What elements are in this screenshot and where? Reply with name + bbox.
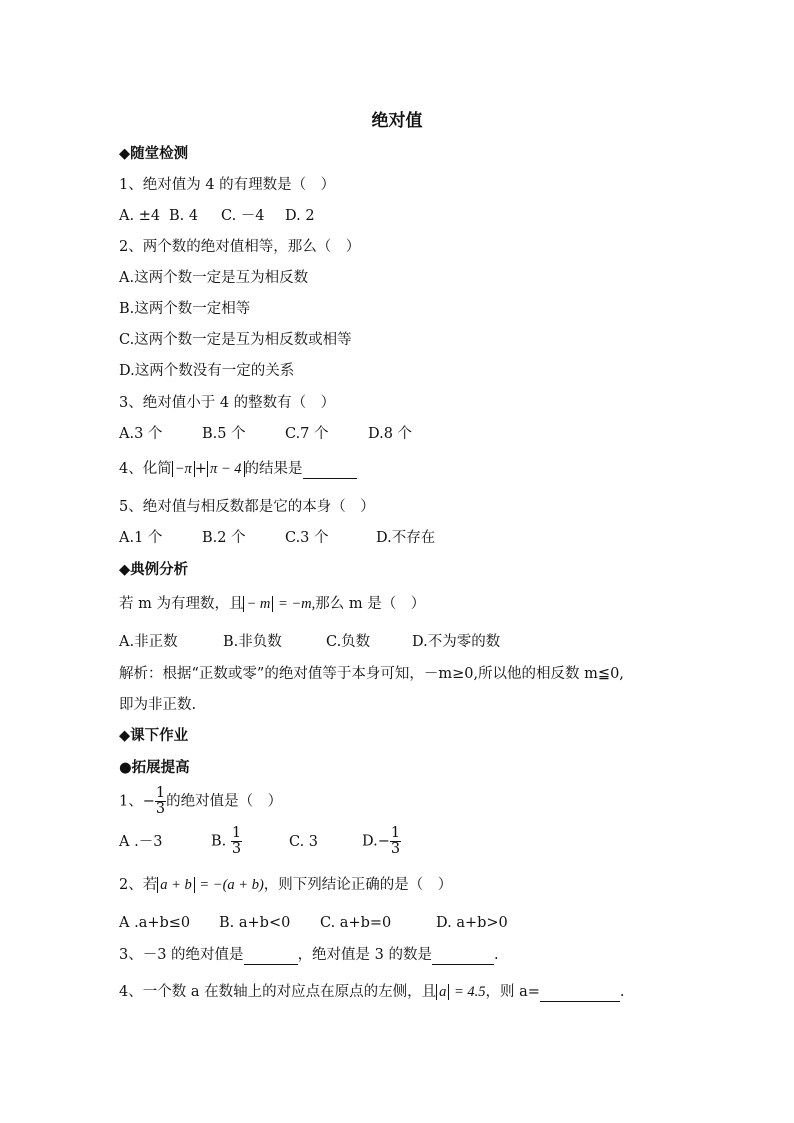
fraction-one-third: [390, 826, 401, 857]
option-d: D. 2: [285, 208, 315, 224]
abs-expression: − m: [243, 596, 273, 612]
option-b: B. 4: [169, 208, 199, 224]
option-a: A.3 个: [119, 426, 163, 442]
option-b-label: B.: [211, 833, 227, 850]
homework-question-4: [119, 982, 625, 1002]
option-a: A.1 个: [119, 530, 163, 546]
homework-question-1-options: [119, 826, 401, 857]
subsection-header-extension: ●拓展提高: [119, 759, 190, 776]
homework-question-3: [119, 945, 499, 965]
denominator: 3: [231, 841, 242, 857]
question-2-option-d: D.这两个数没有一定的关系: [119, 363, 295, 379]
abs-expression-2: π − 4: [207, 461, 245, 477]
option-c: C.3 个: [285, 530, 329, 546]
hq4-rhs: = 4.5: [453, 984, 486, 1000]
hq2-suffix: ，则下列结论正确的是（ ）: [263, 877, 453, 893]
option-d: [362, 826, 401, 857]
answer-blank: [540, 1001, 620, 1002]
plus-sign: +: [194, 461, 207, 477]
hq3-part-2: ，绝对值是 3 的数是: [297, 947, 433, 963]
example-suffix: 那么 m 是（ ）: [315, 596, 426, 612]
question-3-options: [119, 424, 412, 444]
question-4-suffix: 的结果是: [244, 461, 303, 477]
numerator: 1: [155, 785, 166, 801]
option-a: A .－3: [119, 833, 163, 850]
example-question: [119, 594, 425, 614]
section-header-example: ◆典例分析: [119, 561, 189, 578]
fraction-one-third: [155, 786, 166, 817]
hq1-suffix: 的绝对值是（ ）: [166, 793, 283, 810]
question-1: 1、绝对值为 4 的有理数是（ ）: [119, 177, 336, 193]
hq4-part-3: .: [619, 984, 625, 1000]
homework-question-1: [119, 786, 282, 817]
option-c: C.7 个: [285, 426, 329, 442]
option-c: C. －4: [221, 208, 265, 224]
hq4-part-1: 4、一个数 a 在数轴上的对应点在原点的左侧，且: [119, 984, 437, 1000]
homework-question-2: [119, 875, 452, 895]
hq3-part-3: .: [494, 947, 499, 963]
question-1-options: [119, 206, 315, 226]
example-rhs: = −m,: [277, 596, 316, 612]
option-c: C.负数: [326, 634, 371, 650]
question-4: [119, 459, 357, 479]
question-2-option-b: B.这两个数一定相等: [119, 301, 251, 317]
option-d: D. a+b>0: [436, 915, 508, 931]
abs-expression-1: −π: [172, 461, 195, 477]
question-2: 2、两个数的绝对值相等，那么（ ）: [119, 239, 361, 255]
section-header-quiz: ◆随堂检测: [119, 145, 189, 162]
abs-a: a: [436, 984, 449, 1000]
option-a: A.非正数: [119, 634, 178, 650]
hq4-part-2: ，则 a=: [485, 984, 540, 1000]
numerator: 1: [231, 825, 242, 841]
option-d-label: D.−: [362, 833, 390, 850]
option-d: D.不为零的数: [412, 634, 501, 650]
answer-blank: [303, 478, 357, 479]
example-analysis-line-1: 解析：根据“正数或零”的绝对值等于本身可知，－m≥0,所以他的相反数 m≦0,: [119, 666, 624, 682]
denominator: 3: [390, 841, 401, 857]
option-d: D.8 个: [368, 426, 413, 442]
question-2-option-a: A.这两个数一定是互为相反数: [119, 270, 309, 286]
question-2-option-c: C.这两个数一定是互为相反数或相等: [119, 332, 352, 348]
abs-expression: a + b: [157, 877, 195, 893]
option-b: B.5 个: [202, 426, 246, 442]
answer-blank-1: [244, 964, 298, 965]
option-c: C. 3: [289, 833, 319, 850]
option-a: A. ±4: [119, 208, 161, 224]
option-b: B. a+b<0: [219, 915, 291, 931]
section-header-homework: ◆课下作业: [119, 727, 189, 744]
example-analysis-line-2: 即为非正数.: [119, 697, 197, 713]
option-b: B.非负数: [223, 634, 282, 650]
question-5-options: [119, 528, 435, 548]
hq3-part-1: 3、－3 的绝对值是: [119, 947, 244, 963]
hq2-rhs: = −(a + b): [199, 877, 264, 893]
option-a: A .a+b≤0: [119, 915, 191, 931]
hq2-prefix: 2、若: [119, 877, 158, 893]
example-prefix: 若 m 为有理数，且: [119, 596, 244, 612]
numerator: 1: [390, 825, 401, 841]
homework-question-2-options: [119, 913, 508, 933]
question-5: 5、绝对值与相反数都是它的本身（ ）: [119, 499, 375, 515]
answer-blank-2: [432, 964, 494, 965]
question-4-prefix: 4、化简: [119, 461, 172, 477]
hq1-prefix: 1、−: [119, 793, 155, 810]
page-title: 绝对值: [371, 111, 423, 131]
denominator: 3: [155, 801, 166, 817]
option-c: C. a+b=0: [320, 915, 392, 931]
option-d: D.不存在: [376, 530, 436, 546]
question-3: 3、绝对值小于 4 的整数有（ ）: [119, 395, 336, 411]
option-b: [211, 826, 289, 857]
option-b: B.2 个: [202, 530, 246, 546]
fraction-one-third: [231, 826, 242, 857]
example-options: [119, 632, 500, 652]
